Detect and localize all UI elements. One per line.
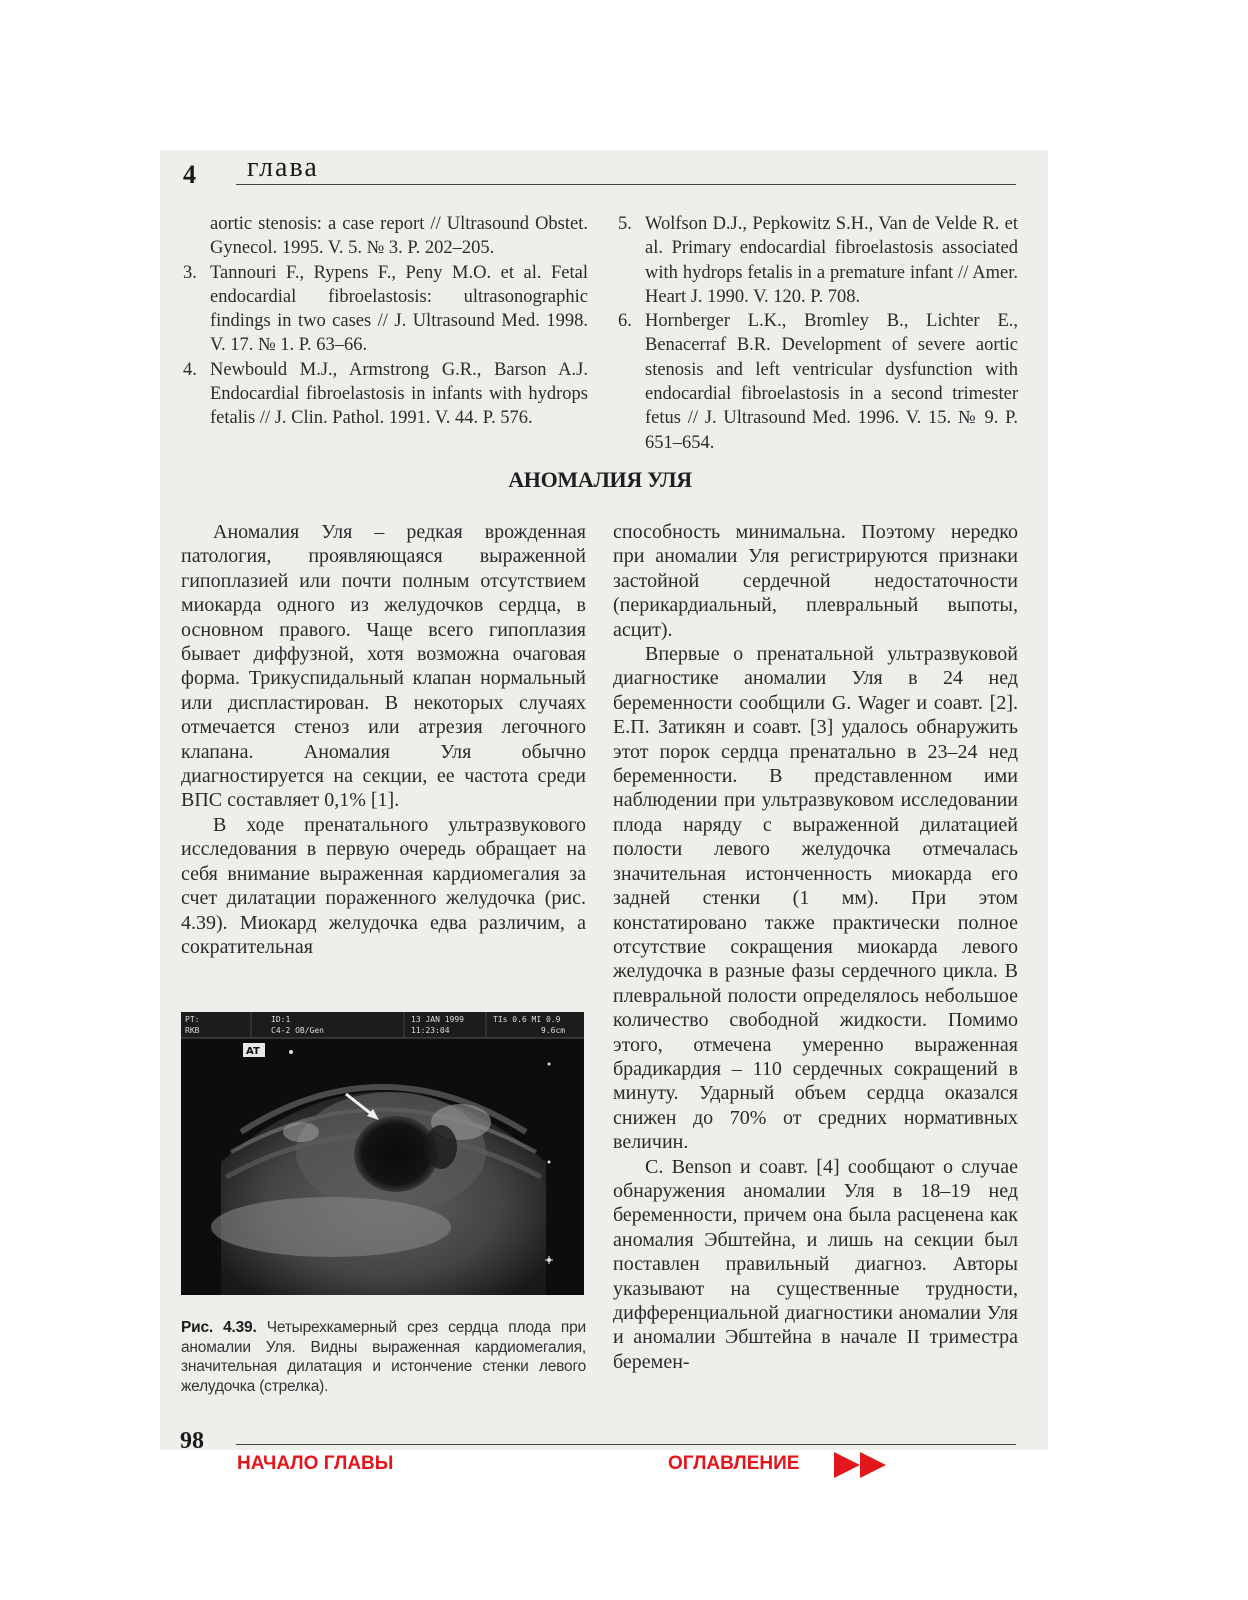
footer-rule xyxy=(236,1444,1016,1445)
overlay-rkb: RKB xyxy=(185,1026,200,1035)
reference-text: Wolfson D.J., Pepkowitz S.H., Van de Velde R. et al. Primary endocardial fibroelastosis associated with hydrops fetalis in a premature infant // Amer. Heart J. 1990. V. 120. P. 708. xyxy=(645,214,1018,307)
reference-item xyxy=(183,261,588,358)
reference-number: 4. xyxy=(183,359,197,380)
reference-item xyxy=(183,358,588,431)
reference-text: Hornberger L.K., Bromley B., Lichter E., Benacerraf B.R. Development of severe aortic stenosis and left ventricular dysfunction with endocardial fibroelastosis in a second trimester fetus // J. Ultrasound Med. 1996. V. 15. № 9. P. 651–654. xyxy=(645,311,1018,453)
chapter-number: 4 xyxy=(183,160,196,189)
reference-number: 3. xyxy=(183,262,197,283)
reference-text: aortic stenosis: a case report // Ultrasound Obstet. Gynecol. 1995. V. 5. № 3. P. 202–205. xyxy=(210,214,588,259)
caption-text: Четырехкамерный срез сердца плода при аномалии Уля. Видны выраженная кардиомегалия, значительная дилатация и истончение стенки левого желудочка (стрелка). xyxy=(181,1319,586,1395)
table-of-contents-link[interactable]: ОГЛАВЛЕНИЕ xyxy=(668,1453,800,1474)
references-right xyxy=(618,212,1018,455)
body-column-left xyxy=(181,520,586,959)
chapter-start-link[interactable]: НАЧАЛО ГЛАВЫ xyxy=(237,1453,394,1474)
reference-item xyxy=(183,212,588,261)
section-title: АНОМАЛИЯ УЛЯ xyxy=(508,467,692,492)
body-paragraph: способность минимальна. Поэтому нередко при аномалии Уля регистрируются признаки застойной сердечной недостаточности (перикардиальный, плевральный выпоты, асцит). xyxy=(613,521,1018,641)
caption-label: Рис. 4.39. xyxy=(181,1319,257,1336)
reference-text: Tannouri F., Rypens F., Peny M.O. et al. Fetal endocardial fibroelastosis: ultrasonographic findings in two cases // J. Ultrasound Med. 1998. V. 17. № 1. P. 63–66. xyxy=(210,262,588,356)
figure-caption xyxy=(181,1318,586,1396)
overlay-date: 13 JAN 1999 xyxy=(411,1015,464,1024)
reference-number: 5. xyxy=(618,214,632,234)
reference-number: 6. xyxy=(618,311,632,332)
reference-item xyxy=(618,309,1018,455)
overlay-tis: TIs 0.6 MI 0.9 xyxy=(493,1015,561,1024)
overlay-time: 11:23:04 xyxy=(411,1026,450,1035)
body-paragraph: В ходе пренатального ультразвукового исследования в первую очередь обращает на себя внимание выраженная кардиомегалия за счет дилатации пораженного желудочка (рис. 4.39). Миокард желудочка едва различим, а сократительная xyxy=(181,813,586,958)
header-rule xyxy=(236,184,1016,185)
references-left xyxy=(183,212,588,431)
overlay-pt: PT: xyxy=(185,1015,200,1024)
overlay-probe: C4-2 OB/Gen xyxy=(271,1026,324,1035)
body-paragraph: Впервые о пренатальной ультразвуковой диагностике аномалии Уля в 24 нед беременности сообщили G. Wager и соавт. [2]. Е.П. Затикян и соавт. [3] удалось обнаружить этот порок сердца пренатально в 23–24 нед беременности. В представленном ими наблюдении при ультразвуковом исследовании плода наряду с выраженной дилатацией полости левого желудочка отмечалась значительная истонченность миокарда его задней стенки (1 мм). При этом констатировано также практически полное отсутствие сокращения миокарда левого желудочка в разные фазы сердечного цикла. В плевральной полости определялось небольшое количество свободной жидкости. Помимо этого, отмечена умеренно выраженная брадикардия – 110 сердечных сокращений в минуту. Ударный объем сердца оказался снижен до 70% от средних нормативных величин. xyxy=(613,643,1018,1154)
ultrasound-logo: AT xyxy=(246,1046,260,1057)
body-column-right xyxy=(613,520,1018,1374)
chapter-label: глава xyxy=(247,152,319,183)
reference-item xyxy=(618,212,1018,309)
reference-text: Newbould M.J., Armstrong G.R., Barson A.J. Endocardial fibroelastosis in infants with hydrops fetalis // J. Clin. Pathol. 1991. V. 44. P. 576. xyxy=(210,359,588,429)
overlay-id: ID:1 xyxy=(271,1015,291,1024)
body-paragraph: C. Benson и соавт. [4] сообщают о случае обнаружения аномалии Уля в 18–19 нед беременности, причем она была расценена как аномалия Эбштейна, и лишь на секции был поставлен правильный диагноз. Авторы указывают на существенные трудности, дифференциальной диагностики аномалии Уля и аномалии Эбштейна в начале II триместра беремен- xyxy=(613,1155,1018,1373)
double-arrow-right-icon[interactable] xyxy=(834,1452,890,1478)
body-paragraph: Аномалия Уля – редкая врожденная патология, проявляющаяся выраженной гипоплазией или почти полным отсутствием миокарда одного из желудочков сердца, в основном правого. Чаще всего гипоплазия бывает диффузной, хотя возможна очаговая форма. Трикуспидальный клапан нормальный или диспластирован. В некоторых случаях отмечается стеноз или атрезия легочного клапана. Аномалия Уля обычно диагностируется на секции, ее частота среди ВПС составляет 0,1% [1]. xyxy=(181,521,586,812)
overlay-depth: 9.6cm xyxy=(541,1026,566,1035)
page-number: 98 xyxy=(180,1428,204,1454)
ultrasound-image xyxy=(181,1012,584,1295)
